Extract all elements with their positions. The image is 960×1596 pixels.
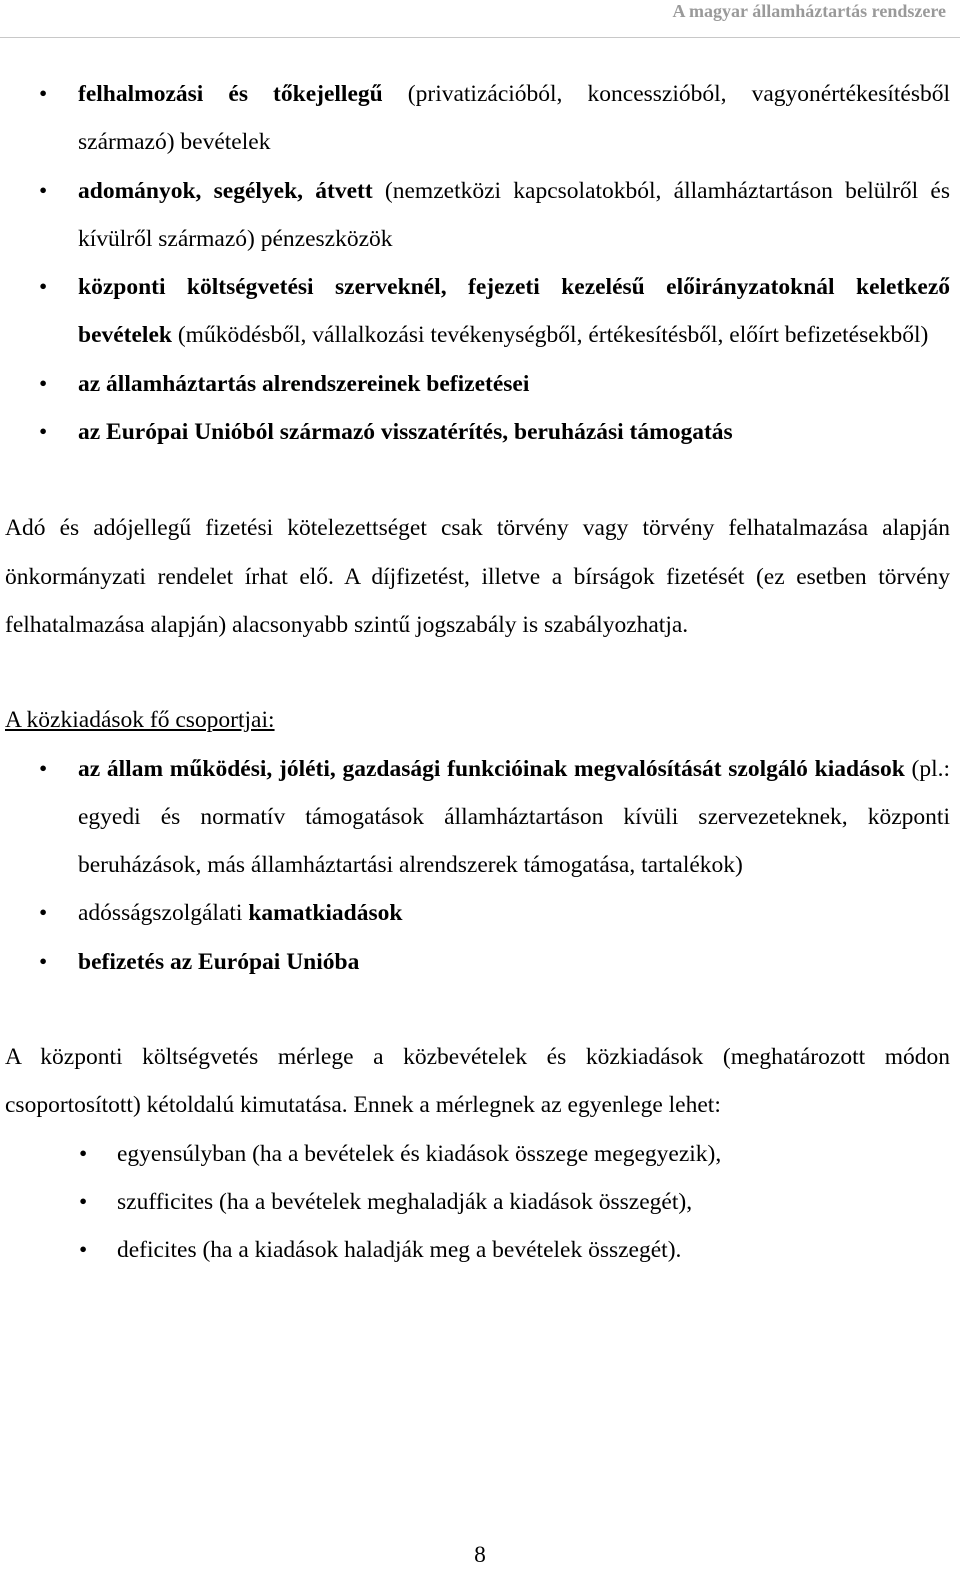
expenditure-list [5, 745, 950, 986]
bullet-icon: • [79, 1140, 88, 1167]
page-body [5, 70, 950, 1275]
item-bold-text: adományok, segélyek, átvett [78, 177, 373, 204]
item-bold-text: központi költségvetési szerveknél, fejezeti kezelésű előirányzatoknál keletkező bevételek [78, 274, 950, 349]
income-list [5, 70, 950, 456]
bullet-icon: • [39, 755, 48, 782]
page-number: 8 [474, 1542, 486, 1568]
item-pre-text: adósságszolgálati [78, 900, 249, 927]
bullet-icon: • [39, 948, 48, 975]
bullet-icon: • [39, 274, 48, 301]
list-item [5, 1178, 950, 1226]
expenditure-heading-text: A közkiadások fő csoportjai: [5, 707, 275, 734]
page-header [0, 0, 960, 38]
list-item [5, 167, 950, 264]
bullet-icon: • [39, 177, 48, 204]
list-item [5, 408, 950, 456]
bullet-icon: • [39, 900, 48, 927]
item-bold-text: felhalmozási és tőkejellegű [78, 81, 383, 107]
list-item [5, 889, 950, 937]
item-text: (pl.: egyedi és normatív támogatások államháztartáson kívüli szervezeteknek, központi beruházások, más államháztartási alrendszerek támogatása, tartalékok) [78, 755, 951, 879]
paragraph-balance: A központi költségvetés mérlege a közbevételek és közkiadások (meghatározott módon csoportosított) kétoldalú kimutatása. Ennek a mérlegnek az egyenlege lehet: [5, 1044, 950, 1119]
bullet-icon: • [79, 1188, 88, 1215]
bullet-icon: • [79, 1237, 88, 1264]
bullet-icon: • [39, 81, 48, 107]
bullet-icon: • [39, 419, 48, 446]
item-bold-text: az állam működési, jóléti, gazdasági funkcióinak megvalósítását szolgáló kiadások [78, 755, 905, 782]
list-item [5, 263, 950, 360]
item-bold-text: az államháztartás alrendszereinek befizetései [78, 370, 530, 397]
item-text: (nemzetközi kapcsolatokból, államháztartáson belülről és kívülről származó) pénzeszközök [78, 177, 950, 252]
list-item [5, 1226, 950, 1274]
balance-list [5, 1130, 950, 1275]
item-text: (működésből, vállalkozási tevékenységből, értékesítésből, előírt befizetésekből) [171, 322, 929, 349]
list-item [5, 360, 950, 408]
item-text: szufficites (ha a bevételek meghaladják a kiadások összegét), [117, 1188, 693, 1215]
list-item [5, 1130, 950, 1178]
list-item [5, 70, 950, 167]
list-item [5, 938, 950, 986]
item-bold-text: befizetés az Európai Unióba [78, 948, 360, 975]
paragraph-tax: Adó és adójellegű fizetési kötelezettséget csak törvény vagy törvény felhatalmazása alapján önkormányzati rendelet írhat elő. A díjfizetést, illetve a bírságok fizetését (ez esetben törvény felhatalmazása alapján) alacsonyabb szintű jogszabály is szabályozhatja. [5, 515, 950, 638]
running-header-title: A magyar államháztartás rendszere [672, 1, 946, 21]
item-bold-text: kamatkiadások [248, 900, 403, 927]
list-item [5, 745, 950, 890]
item-text: egyensúlyban (ha a bevételek és kiadások összege megegyezik), [117, 1140, 722, 1167]
expenditure-heading [5, 696, 950, 744]
item-bold-text: az Európai Unióból származó visszatérítés, beruházási támogatás [78, 419, 733, 446]
bullet-icon: • [39, 370, 48, 397]
item-text: (privatizációból, koncesszióból, vagyonértékesítésből származó) bevételek [78, 81, 950, 156]
item-text: deficites (ha a kiadások haladják meg a bevételek összegét). [117, 1237, 682, 1264]
